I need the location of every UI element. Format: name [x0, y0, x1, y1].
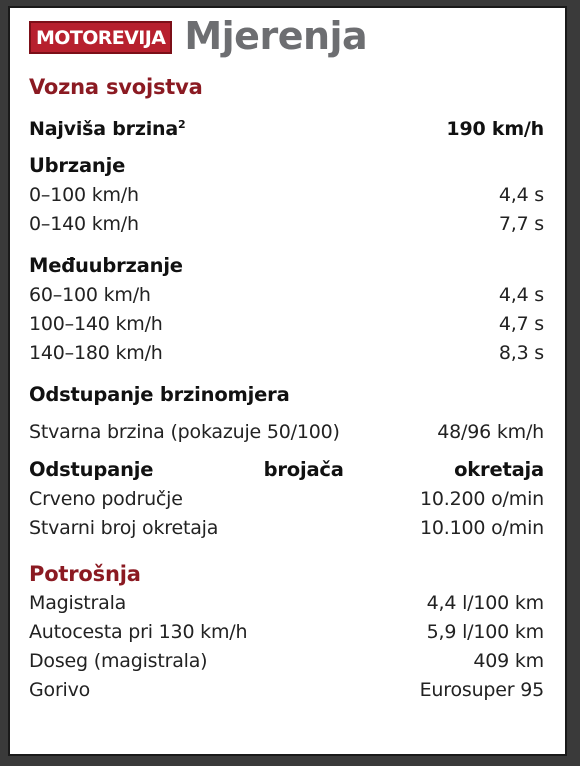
- table-row: [29, 618, 544, 647]
- table-row: [29, 485, 544, 514]
- table-row: [29, 181, 544, 210]
- row-label: Stvarni broj okretaja: [29, 517, 219, 539]
- row-value: 4,7 s: [498, 313, 544, 335]
- row-value: 48/96 km/h: [437, 421, 544, 443]
- row-label: 100–140 km/h: [29, 313, 163, 335]
- subhead-meduubrzanje: Međuubrzanje: [29, 254, 183, 277]
- row-label: Stvarna brzina (pokazuje 50/100): [29, 421, 340, 443]
- top-speed-label: Najviša brzina$^2$: [29, 118, 186, 140]
- header: [29, 8, 544, 70]
- row-label: Magistrala: [29, 592, 127, 614]
- table-row: [29, 339, 544, 368]
- table-row: [29, 418, 544, 447]
- table-row: [29, 310, 544, 339]
- table-row: [29, 676, 544, 705]
- subhead-brojac-okretaja: [29, 455, 544, 485]
- page-title: Mjerenja: [184, 14, 368, 58]
- row-value: 8,3 s: [498, 342, 544, 364]
- row-value: 7,7 s: [498, 213, 544, 235]
- subhead-word: Odstupanje: [29, 458, 154, 481]
- subhead-word: okretaja: [454, 458, 544, 481]
- row-value: 4,4 l/100 km: [426, 592, 544, 614]
- motorevija-logo: MOTOREVIJA: [29, 21, 172, 54]
- row-value: 10.100 o/min: [420, 517, 544, 539]
- row-label: Autocesta pri 130 km/h: [29, 621, 248, 643]
- subhead-brzinomjer: Odstupanje brzinomjera: [29, 383, 290, 406]
- subhead-ubrzanje: Ubrzanje: [29, 154, 126, 177]
- subhead-word: brojača: [263, 458, 344, 481]
- row-label: Gorivo: [29, 679, 91, 701]
- row-value: 4,4 s: [498, 184, 544, 206]
- section-title-potrosnja: Potrošnja: [29, 562, 141, 586]
- table-row: [29, 647, 544, 676]
- row-value: 409 km: [473, 650, 544, 672]
- measurements-card: [8, 6, 567, 756]
- row-value: 10.200 o/min: [420, 488, 544, 510]
- row-value: 5,9 l/100 km: [426, 621, 544, 643]
- top-speed-row: [29, 110, 544, 139]
- row-label: 60–100 km/h: [29, 284, 151, 306]
- top-speed-value: 190 km/h: [446, 118, 544, 140]
- row-value: Eurosuper 95: [419, 679, 544, 701]
- row-value: 4,4 s: [498, 284, 544, 306]
- row-label: 0–140 km/h: [29, 213, 139, 235]
- section-title-vozna-svojstva: Vozna svojstva: [29, 75, 203, 99]
- row-label: 0–100 km/h: [29, 184, 139, 206]
- row-label: Crveno područje: [29, 488, 183, 510]
- table-row: [29, 589, 544, 618]
- row-label: Doseg (magistrala): [29, 650, 208, 672]
- table-row: [29, 281, 544, 310]
- row-label: 140–180 km/h: [29, 342, 163, 364]
- table-row: [29, 514, 544, 543]
- footnote-marker: 2: [177, 118, 186, 131]
- table-row: [29, 210, 544, 239]
